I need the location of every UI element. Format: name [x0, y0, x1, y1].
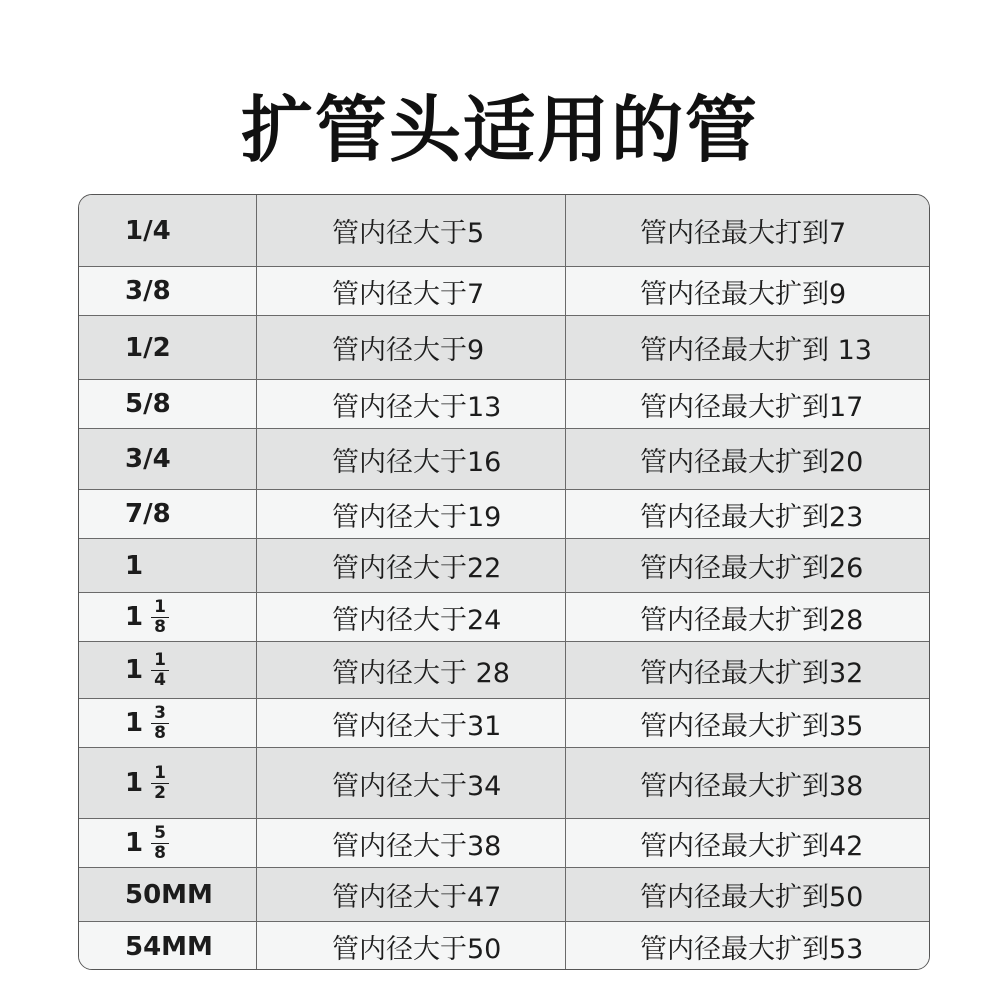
size-value: 1/2 [125, 332, 171, 363]
size-value: 1 [125, 655, 144, 685]
max-diameter-cell: 管内径最大扩到35 [640, 710, 864, 742]
size-fraction [151, 762, 169, 803]
min-diameter-cell: 管内径大于22 [257, 539, 566, 592]
table-row [79, 699, 929, 748]
size-fraction [151, 822, 169, 863]
max-diameter-cell: 管内径最大扩到26 [640, 553, 864, 584]
size-value: 1/4 [125, 215, 171, 246]
table-row [79, 868, 929, 922]
max-diameter-cell: 管内径最大扩到32 [640, 657, 864, 689]
size-cell [79, 195, 257, 266]
max-diameter-cell: 管内径最大扩到9 [640, 278, 847, 310]
size-cell [79, 316, 257, 379]
size-fraction [151, 596, 169, 637]
size-cell [79, 380, 257, 428]
size-cell [79, 490, 257, 538]
fraction-numerator: 1 [151, 652, 169, 671]
fraction-denominator: 8 [154, 616, 166, 637]
size-cell [79, 429, 257, 489]
max-diameter-cell: 管内径最大扩到28 [640, 604, 864, 636]
size-value: 3/4 [125, 444, 171, 474]
min-diameter-cell: 管内径大于13 [257, 380, 566, 428]
size-value: 7/8 [125, 499, 171, 529]
max-diameter-cell: 管内径最大扩到38 [640, 770, 864, 802]
size-cell [79, 748, 257, 818]
size-value: 3/8 [125, 276, 171, 306]
size-value: 54MM [125, 931, 213, 962]
page-title: 扩管头适用的管 [240, 88, 759, 172]
min-diameter-cell: 管内径大于50 [257, 922, 566, 970]
min-diameter-cell: 管内径大于47 [257, 868, 566, 921]
size-value: 1 [125, 550, 144, 581]
fraction-denominator: 4 [154, 669, 166, 690]
min-diameter-cell: 管内径大于7 [257, 267, 566, 315]
table-row [79, 922, 929, 970]
max-diameter-cell: 管内径最大扩到50 [640, 882, 864, 913]
size-cell [79, 699, 257, 747]
size-value: 5/8 [125, 389, 171, 419]
size-cell [79, 267, 257, 315]
max-diameter-cell: 管内径最大扩到17 [640, 391, 864, 423]
max-diameter-cell: 管内径最大打到7 [640, 218, 847, 249]
min-diameter-cell: 管内径大于19 [257, 490, 566, 538]
min-diameter-cell: 管内径大于 28 [257, 642, 566, 698]
table-row [79, 748, 929, 819]
table-row [79, 316, 929, 380]
table-row [79, 380, 929, 429]
table-row [79, 195, 929, 267]
fraction-denominator: 2 [154, 782, 166, 803]
max-diameter-cell: 管内径最大扩到20 [640, 446, 864, 478]
size-value: 1 [125, 602, 144, 632]
table-row [79, 593, 929, 642]
min-diameter-cell: 管内径大于34 [257, 748, 566, 818]
fraction-numerator: 5 [151, 825, 169, 844]
table-row [79, 539, 929, 593]
min-diameter-cell: 管内径大于38 [257, 819, 566, 867]
size-value: 1 [125, 708, 144, 738]
min-diameter-cell: 管内径大于5 [257, 195, 566, 266]
size-cell [79, 819, 257, 867]
max-diameter-cell: 管内径最大扩到53 [640, 934, 864, 965]
size-cell [79, 593, 257, 641]
spec-table [78, 194, 930, 970]
min-diameter-cell: 管内径大于9 [257, 316, 566, 379]
fraction-denominator: 8 [154, 722, 166, 743]
size-value: 1 [125, 828, 144, 858]
size-cell [79, 642, 257, 698]
min-diameter-cell: 管内径大于24 [257, 593, 566, 641]
fraction-numerator: 1 [151, 599, 169, 618]
table-row [79, 819, 929, 868]
size-value: 1 [125, 768, 144, 798]
min-diameter-cell: 管内径大于16 [257, 429, 566, 489]
max-diameter-cell: 管内径最大扩到42 [640, 830, 864, 862]
table-row [79, 429, 929, 490]
max-diameter-cell: 管内径最大扩到23 [640, 501, 864, 533]
table-row [79, 490, 929, 539]
size-value: 50MM [125, 879, 213, 910]
fraction-numerator: 3 [151, 705, 169, 724]
min-diameter-cell: 管内径大于31 [257, 699, 566, 747]
fraction-numerator: 1 [151, 765, 169, 784]
table-row [79, 642, 929, 699]
size-cell [79, 922, 257, 970]
size-cell [79, 868, 257, 921]
fraction-denominator: 8 [154, 842, 166, 863]
size-fraction [151, 702, 169, 743]
size-fraction [151, 649, 169, 690]
max-diameter-cell: 管内径最大扩到 13 [640, 335, 872, 366]
table-row [79, 267, 929, 316]
size-cell [79, 539, 257, 592]
